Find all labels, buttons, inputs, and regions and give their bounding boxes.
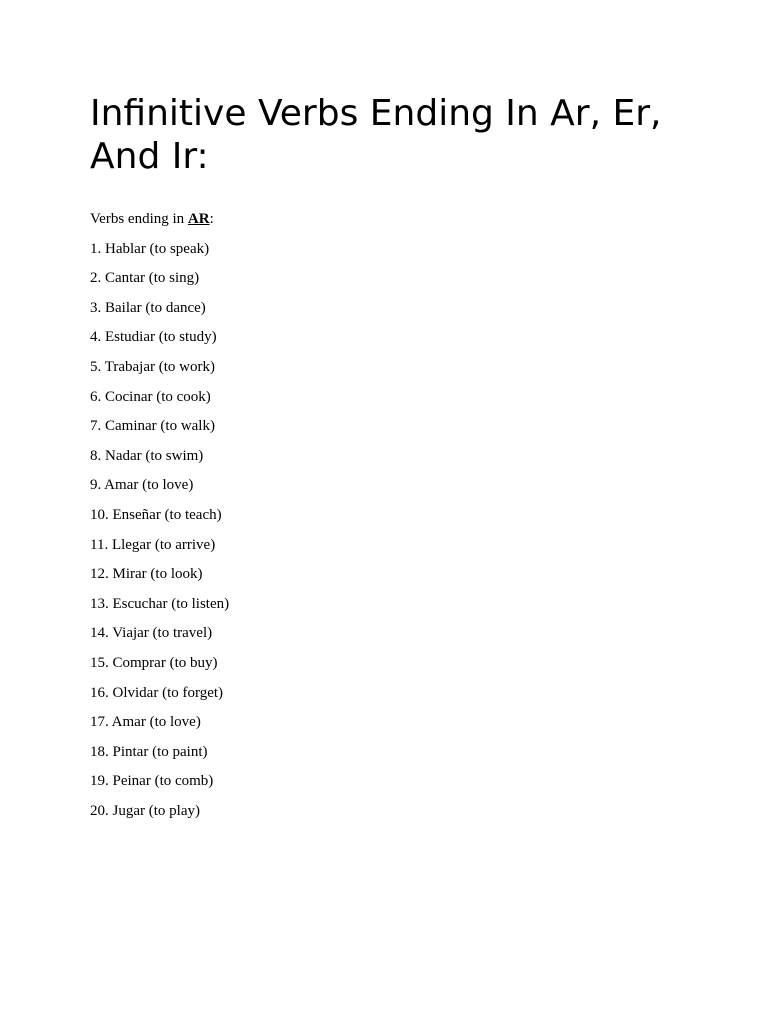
list-item: 20. Jugar (to play)	[90, 802, 200, 819]
list-item: 2. Cantar (to sing)	[90, 270, 200, 287]
page-title: Infinitive Verbs Ending In Ar, Er, And Ir:	[90, 93, 662, 177]
list-item: 15. Comprar (to buy)	[90, 654, 218, 671]
list-item: 13. Escuchar (to listen)	[90, 595, 230, 612]
list-item: 8. Nadar (to swim)	[90, 447, 204, 464]
list-item: 19. Peinar (to comb)	[90, 773, 214, 790]
list-item: 16. Olvidar (to forget)	[90, 684, 224, 701]
list-item: 1. Hablar (to speak)	[90, 240, 210, 257]
list-item: 10. Enseñar (to teach)	[90, 506, 222, 523]
list-item: 7. Caminar (to walk)	[90, 418, 215, 435]
intro-suffix: :	[209, 211, 214, 227]
list-item: 18. Pintar (to paint)	[90, 743, 208, 760]
intro-emphasis: AR	[187, 211, 210, 227]
list-item: 12. Mirar (to look)	[90, 566, 203, 583]
list-item: 5. Trabajar (to work)	[90, 358, 215, 375]
intro-prefix: Verbs ending in	[90, 211, 188, 227]
list-item: 6. Cocinar (to cook)	[90, 388, 211, 405]
list-item: 9. Amar (to love)	[90, 477, 194, 494]
document-body	[90, 92, 690, 821]
list-item: 3. Bailar (to dance)	[90, 299, 206, 316]
list-item: 17. Amar (to love)	[90, 714, 201, 731]
list-item: 14. Viajar (to travel)	[90, 625, 213, 642]
verb-list	[90, 239, 690, 821]
list-item: 11. Llegar (to arrive)	[90, 536, 216, 553]
section-intro	[90, 209, 690, 229]
list-item: 4. Estudiar (to study)	[90, 329, 217, 346]
